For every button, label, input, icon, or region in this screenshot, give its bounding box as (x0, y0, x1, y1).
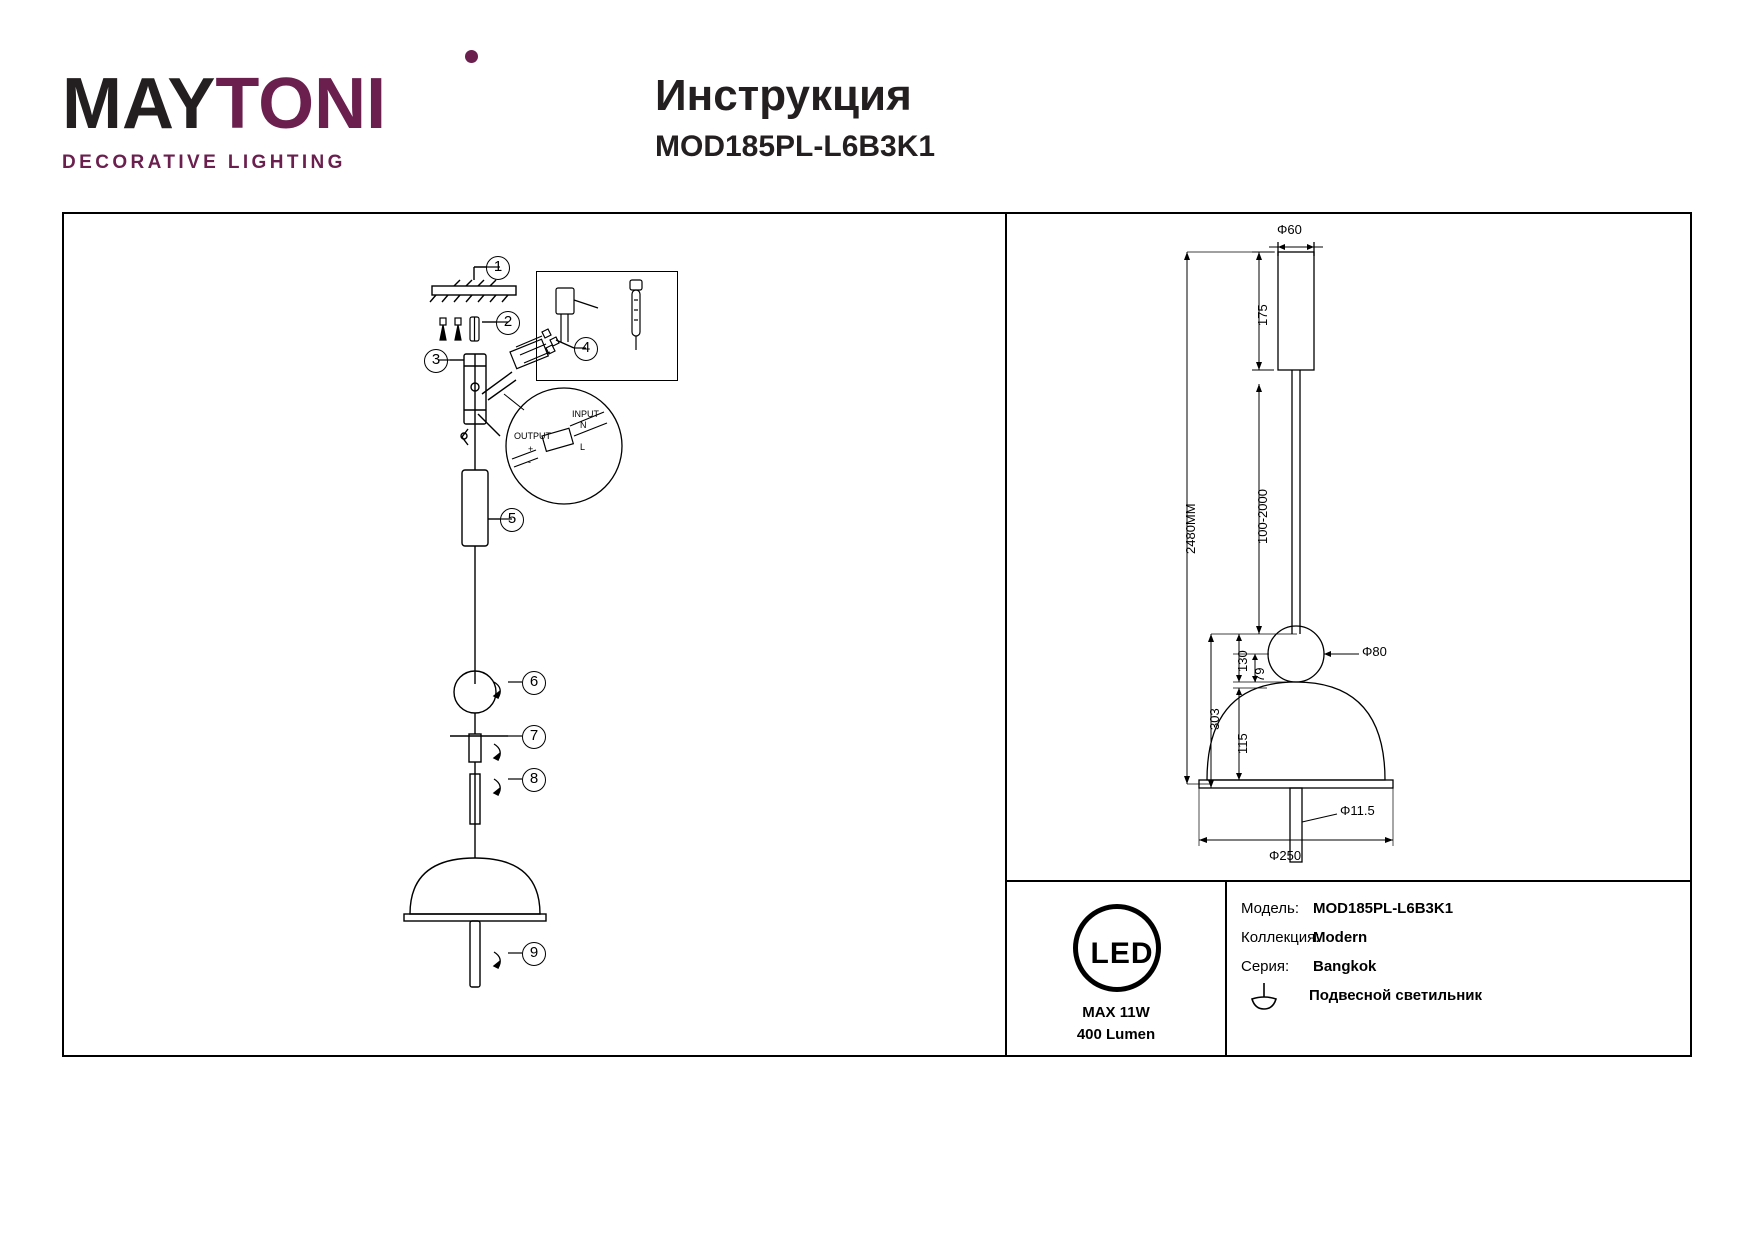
wiring-label-minus: - (528, 457, 531, 467)
callout-1: 1 (486, 256, 510, 280)
led-badge-label: LED (1090, 937, 1154, 970)
logo-wordmark (62, 64, 482, 144)
brand-logo (62, 64, 482, 174)
logo-text-may: MAY (62, 64, 216, 144)
dimension-diagram-panel (1007, 214, 1692, 878)
value-model: MOD185PL-L6B3K1 (1313, 900, 1454, 917)
wiring-label-l: L (580, 442, 586, 452)
assembly-diagram-panel (64, 214, 1005, 1055)
logo-text-toni: TONI (215, 64, 387, 144)
callout-8: 8 (522, 768, 546, 792)
led-badge-icon (1073, 904, 1161, 992)
wiring-label-n: N (580, 420, 587, 430)
dim-shade-diameter: Φ250 (1269, 848, 1302, 863)
label-series: Серия: (1241, 958, 1290, 975)
page-title: Инструкция (655, 71, 912, 120)
led-max-power: MAX 11W (1082, 1004, 1150, 1021)
dimension-drawing (1007, 214, 1692, 878)
callout-3: 3 (424, 349, 448, 373)
dim-sphere-diameter: Φ80 (1362, 644, 1387, 659)
dim-total-height: 2480MM (1183, 503, 1198, 554)
inset-detail-box (536, 271, 678, 381)
dim-top-height: 175 (1255, 304, 1270, 326)
label-model: Модель: (1241, 900, 1300, 917)
callout-5: 5 (500, 508, 524, 532)
logo-tagline: DECORATIVE LIGHTING (62, 152, 346, 173)
document-header (0, 0, 1754, 205)
callout-4: 4 (574, 337, 598, 361)
value-product-type: Подвесной светильник (1309, 987, 1483, 1004)
led-spec-block (1007, 882, 1225, 1057)
title-block (655, 70, 935, 164)
wiring-label-plus: + (528, 444, 534, 454)
wiring-label-input: INPUT (572, 409, 599, 419)
dim-top-diameter: Φ60 (1277, 222, 1302, 237)
callout-6: 6 (522, 671, 546, 695)
dim-cord-range: 100-2000 (1255, 489, 1270, 544)
wiring-label-output: OUTPUT (514, 431, 551, 441)
dim-shade-group: 303 (1207, 708, 1222, 730)
header-model-code: MOD185PL-L6B3K1 (655, 130, 936, 163)
callout-9: 9 (522, 942, 546, 966)
callout-7: 7 (522, 725, 546, 749)
value-collection: Modern (1313, 929, 1368, 946)
dim-rod-diameter: Φ11.5 (1340, 803, 1375, 818)
led-lumen: 400 Lumen (1076, 1026, 1156, 1043)
callout-2: 2 (496, 311, 520, 335)
dim-seg-115: 115 (1235, 733, 1250, 754)
pendant-lamp-icon (1247, 980, 1281, 1014)
value-series: Bangkok (1313, 958, 1377, 975)
product-info-block (1227, 882, 1692, 1057)
label-collection: Коллекция: (1241, 929, 1320, 946)
dim-seg-130: 130 (1235, 650, 1250, 672)
logo-dot-icon (465, 50, 478, 63)
assembly-drawing (64, 214, 1005, 1055)
dim-seg-79: 79 (1252, 667, 1267, 682)
